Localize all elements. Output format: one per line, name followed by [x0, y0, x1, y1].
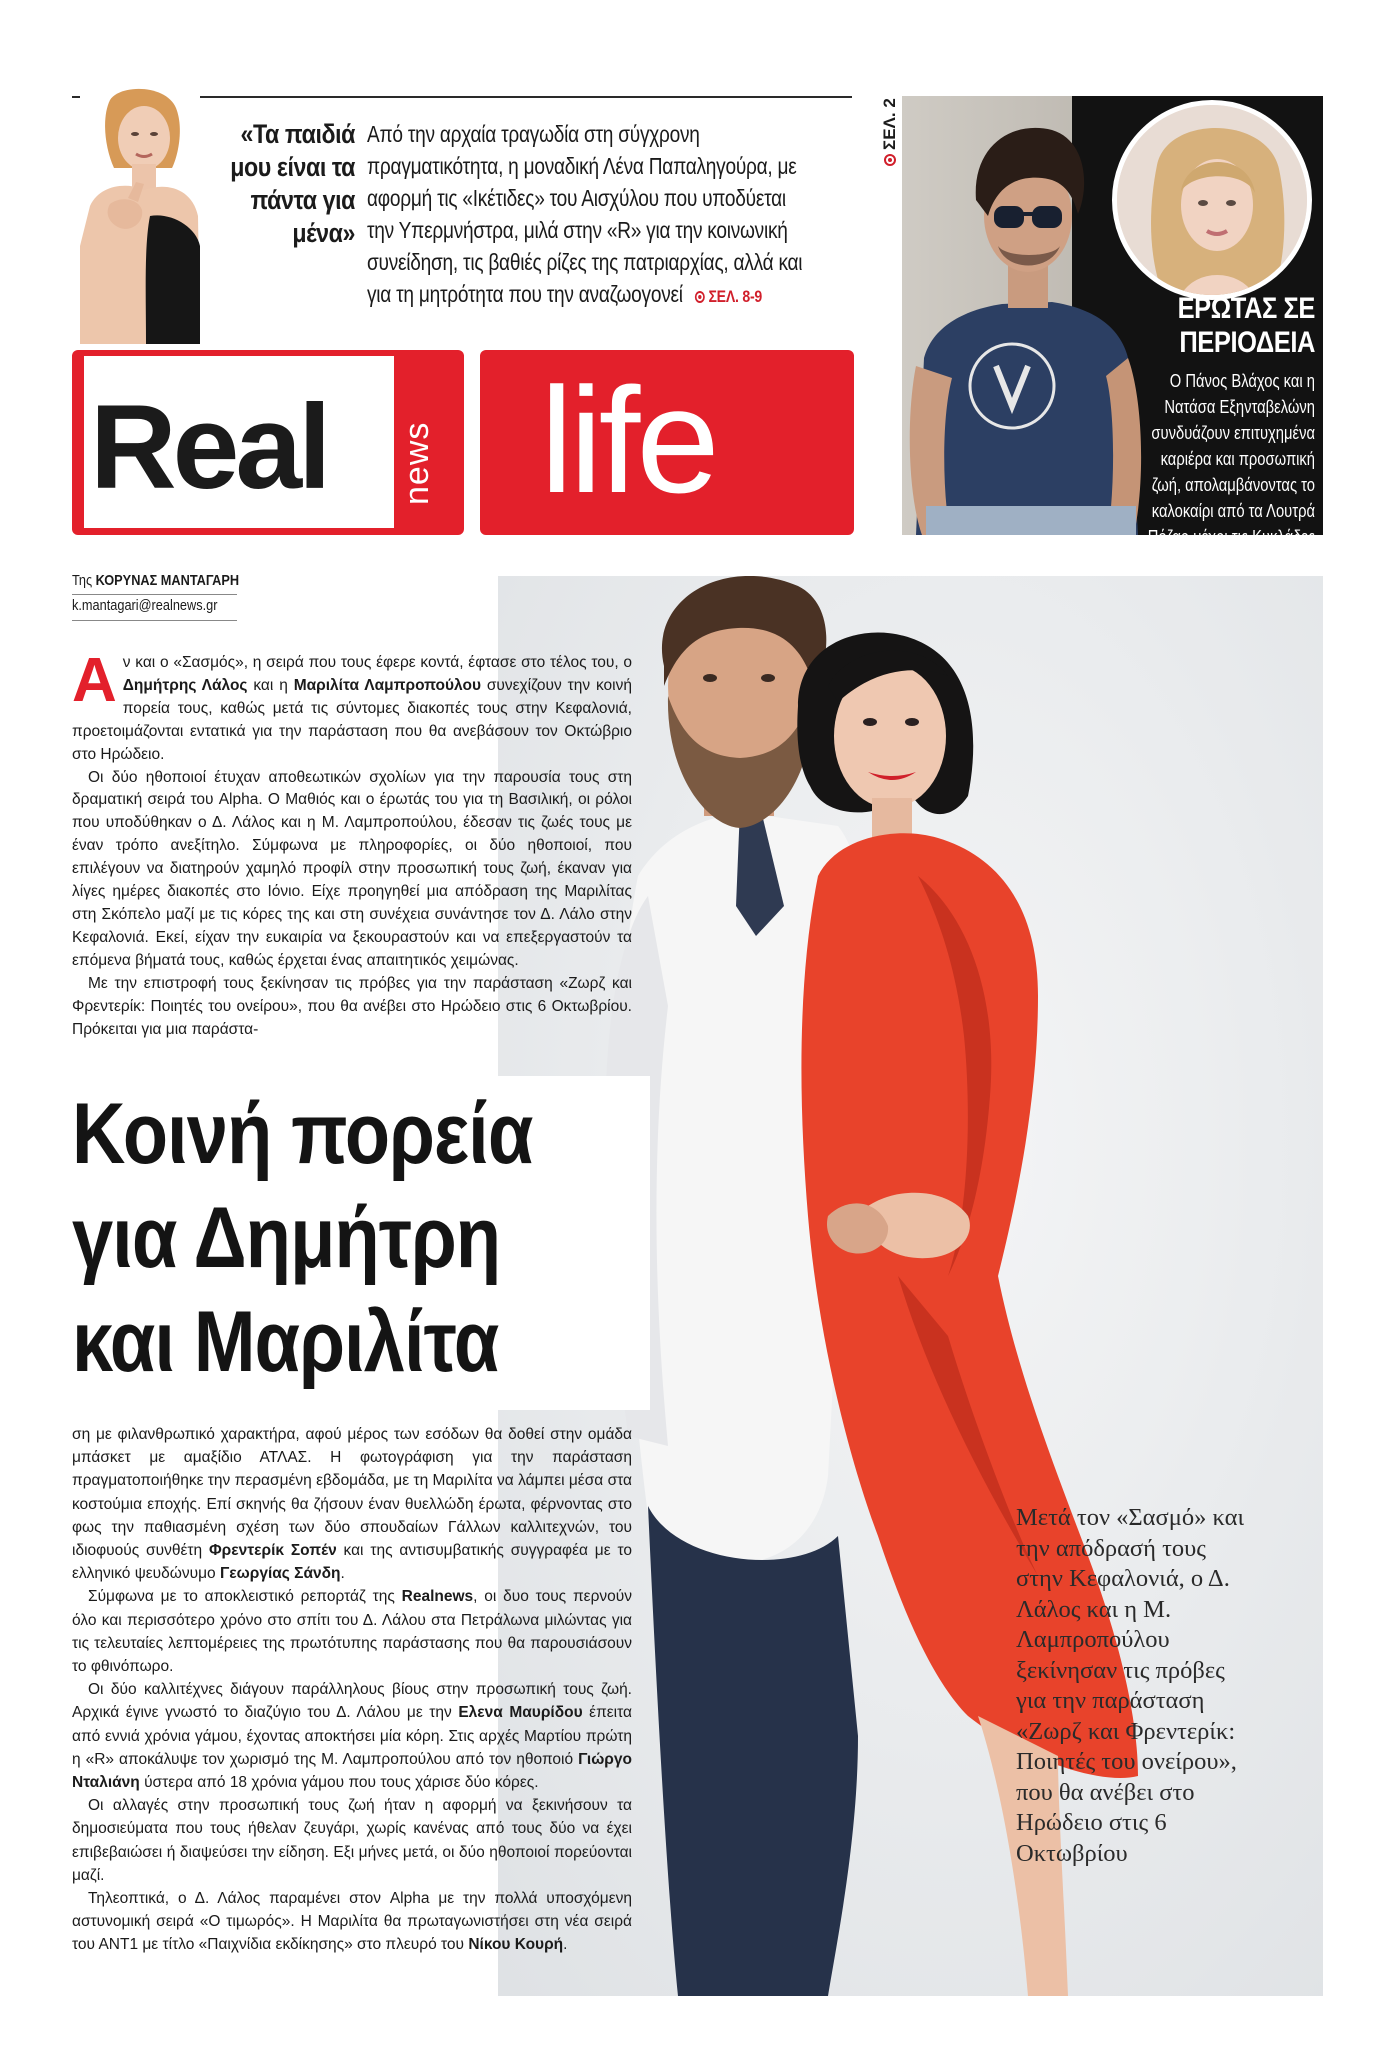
person-name: Ελενα Μαυρίδου	[458, 1704, 583, 1722]
teaser-page-ref[interactable]	[688, 287, 762, 306]
text-run: .	[563, 1936, 568, 1954]
author-email[interactable]: k.mantagari@realnews.gr	[72, 597, 218, 614]
person-name: Νίκου Κουρή	[468, 1936, 564, 1954]
article-paragraph: Με την επιστροφή τους ξεκίνησαν τις πρόβες για την παράσταση «Ζωρζ και Φρεντερίκ: Ποιητές του ονείρου», που θα ανέβει στο Ηρώδειο στις 6 Οκτωβρίου. Πρόκειται για μια παράστα-	[72, 974, 632, 1038]
article-paragraph	[72, 1678, 632, 1794]
article-paragraph: Οι αλλαγές στην προσωπική τους ζωή ήταν η αφορμή να ξεκινήσουν τα δημοσιεύματα που τους ήθελαν ζευγάρι, χωρίς κανένας από τους δύο να έχει επιβεβαιώσει ή διαψεύσει την είδηση. Εξι μήνες μετά, οι δύο ηθοποιοί πορεύονται μαζί.	[72, 1797, 632, 1884]
text-run: Οι δύο καλλιτέχνες διάγουν παράλληλους βίους στην προσωπική τους ζωή. Αρχικά έγινε γνωστό το διαζύγιο του Δ. Λάλου με την	[72, 1681, 632, 1722]
promo-text: Ο Πάνος Βλάχος και η Νατάσα Εξηνταβελώνη συνδυάζουν επιτυχημένα καριέρα και προσωπική ζωή, απολαμβάνοντας το καλοκαίρι από τα Λουτρά Πόζαρ μέχρι τις Κυκλάδες	[1147, 371, 1315, 547]
text-run: , οι δυο τους περνούν όλο και περισσότερο χρόνο στο σπίτι του Δ. Λάλου στα Πετράλωνα μιλώντας για τις τελευταίες λεπτομέρειες της πρωτότυπης παράστασης που θα παρουσιάσουν το φθινόπωρο.	[72, 1588, 632, 1676]
pull-quote: Μετά τον «Σασμό» και την απόδρασή τους στην Κεφαλονιά, ο Δ. Λάλος και η Μ. Λαμπροπούλου ξεκίνησαν τις πρόβες για την παράσταση «Ζωρζ και Φρεντερίκ: Ποιητές του ονείρου», που θα ανέβει στο Ηρώδειο στις 6 Οκτωβρίου	[1016, 1504, 1245, 1867]
teaser-page-ref-label: ΣΕΛ. 8-9	[708, 287, 762, 306]
text-run: Σύμφωνα με το αποκλειστικό ρεπορτάζ της	[88, 1588, 402, 1606]
byline	[72, 572, 239, 589]
bullet-icon	[884, 154, 896, 166]
article-body-top	[72, 646, 632, 1041]
masthead-life-wordmark: life	[540, 356, 716, 524]
text-run: και της αντισυμβατικής συγγραφέα με το ελληνικό ψευδώνυμο	[72, 1542, 632, 1583]
article-paragraph	[72, 646, 632, 767]
byline-prefix: Της	[72, 572, 93, 589]
person-name: Γιώργο Νταλιάνη	[72, 1750, 632, 1792]
text-run: .	[340, 1565, 345, 1583]
publication-name: Realnews	[401, 1588, 474, 1606]
article-paragraph	[72, 1887, 632, 1957]
email-rule	[72, 620, 237, 621]
article-headline: Κοινή πορεία για Δημήτρη και Μαριλίτα	[72, 1086, 533, 1390]
byline-rule	[72, 594, 237, 595]
person-name: Δημήτρης Λάλος	[122, 676, 248, 694]
text-run: συνεχίζουν την κοινή πορεία τους, καθώς μετά τις σύντομες διακοπές τους στην Κεφαλονιά, προετοιμάζονται εντατικά για την παράσταση που θα ανεβάσουν τον Οκτώβριο στο Ηρώδειο.	[72, 676, 632, 763]
text-run: ση με φιλανθρωπικό χαρακτήρα, αφού μέρος των εσόδων θα δοθεί στην ομάδα μπάσκετ με αμαξίδιο ΑΤΛΑΣ. Η φωτογράφιση για την παράσταση πραγματοποιήθηκε την περασμένη εβδομάδα, με τη Μαριλίτα να λάμπει μέσα στα κοστούμια εποχής. Επί σκηνής θα ζήσουν έναν θυελλώδη έρωτα, φέρνοντας στο φως την παθιασμένη σχέση των δύο σπουδαίων Γάλλων καλλιτεχνών, του ιδιοφυούς συνθέτη	[72, 1426, 632, 1560]
article-body-bottom	[72, 1423, 632, 1957]
teaser-quote: «Τα παιδιά μου είναι τα πάντα για μένα»	[230, 119, 355, 248]
text-run: Τηλεοπτικά, ο Δ. Λάλος παραμένει στον Alpha με την πολλά υποσχόμενη αστυνομική σειρά «Ο τιμωρός». Η Μαριλίτα θα πρωταγωνιστήσει στη νέα σειρά του ΑΝΤ1 με τίτλο «Παιχνίδια εκδίκησης» στο πλευρό του	[72, 1890, 632, 1954]
masthead-real-wordmark: Real	[90, 380, 328, 514]
text-run: έπειτα από εννιά χρόνια γάμου, έχοντας αποκτήσει μία κόρη. Στις αρχές Μαρτίου πρώτη η «R» αποκάλυψε τον χωρισμό της Μ. Λαμπροπούλου από τον ηθοποιό	[72, 1704, 632, 1768]
article-paragraph	[72, 1585, 632, 1678]
article-paragraph	[72, 1423, 632, 1585]
person-name: Μαριλίτα Λαμπροπούλου	[293, 676, 481, 694]
teaser-photo	[80, 86, 200, 344]
text-run: και η	[247, 676, 294, 694]
bullet-icon	[695, 291, 705, 303]
byline-author: ΚΟΡΥΝΑΣ ΜΑΝΤΑΓΑΡΗ	[95, 572, 240, 589]
person-name: Φρεντερίκ Σοπέν	[208, 1542, 337, 1560]
promo-page-ref-label: ΣΕΛ. 2	[880, 98, 899, 150]
teaser-text	[367, 118, 815, 313]
person-name: Γεωργίας Σάνδη	[219, 1565, 341, 1583]
dropcap: Α	[72, 646, 117, 715]
promo-inset-photo	[1112, 100, 1312, 300]
text-run: ν και ο «Σασμός», η σειρά που τους έφερε κοντά, έφτασε στο τέλος του, ο	[122, 654, 632, 671]
promo-headline[interactable]: ΕΡΩΤΑΣ ΣΕ ΠΕΡΙΟΔΕΙΑ	[1177, 292, 1315, 359]
promo-page-ref[interactable]	[880, 98, 900, 166]
masthead-news-wordmark: news	[398, 421, 436, 505]
text-run: ύστερα από 18 χρόνια γάμου που τους χάρισε δύο κόρες.	[139, 1774, 539, 1792]
teaser-body: Από την αρχαία τραγωδία στη σύγχρονη πραγματικότητα, η μοναδική Λένα Παπαληγούρα, με αφορμή τις «Ικέτιδες» του Αισχύλου που υποδύεται την Υπερμνήστρα, μιλά στην «R» για την κοινωνική συνείδηση, τις βαθιές ρίζες της πατριαρχίας, αλλά και για τη μητρότητα που την αναζωογονεί	[367, 121, 803, 307]
article-paragraph: Οι δύο ηθοποιοί έτυχαν αποθεωτικών σχολίων για την παρουσία τους στη δραματική σειρά του Alpha. Ο Μαθιός και ο έρωτάς του για τη Βασιλική, οι ρόλοι που υποδύθηκαν ο Δ. Λάλος και η Μ. Λαμπροπούλου, έδεσαν τις ζωές τους με έναν τρόπο ανεξίτηλο. Σύμφωνα με πληροφορίες, οι δύο ηθοποιοί, που επιλέγουν να διατηρούν χαμηλό προφίλ στην προσωπική τους ζωή, έκαναν για λίγες ημέρες διακοπές στο Ιόνιο. Είχε προηγηθεί μια απόδραση της Μαριλίτας στη Σκόπελο μαζί με τις κόρες της και στη συνέχεια συνάντησε τον Δ. Λάλο στην Κεφαλονιά. Εκεί, είχαν την ευκαιρία να ξεκουραστούν και να επεξεργαστούν τα επόμενα βήματά τους, καθώς έρχεται ένας απαιτητικός χειμώνας.	[72, 768, 632, 969]
